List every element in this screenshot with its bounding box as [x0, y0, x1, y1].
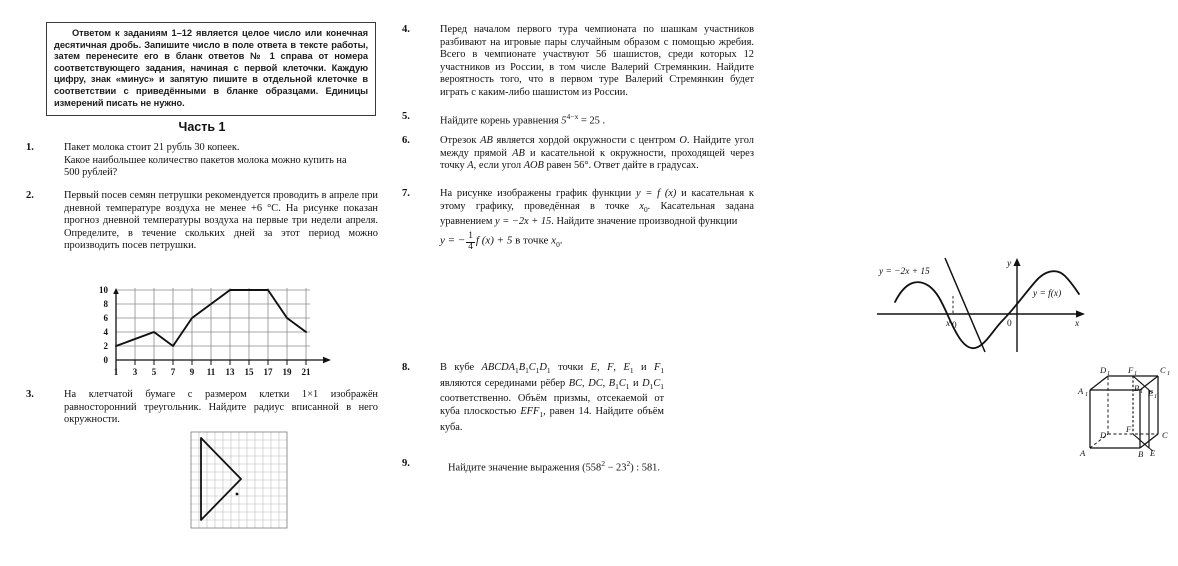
problem-8-number: 8.	[402, 362, 410, 373]
cube-label-E1-sub: 1	[1154, 393, 1158, 400]
problem-9-body	[448, 458, 754, 475]
problem-5-number: 5.	[402, 111, 410, 122]
graph-x0-subscript: 0	[952, 321, 957, 331]
cube-label-E: E	[1150, 448, 1156, 458]
problem-8-seg-1: В кубе	[440, 362, 475, 373]
problem-7-fraction-denominator: 4	[468, 241, 473, 252]
chart-y-tick-8: 8	[103, 299, 108, 309]
chart-x-tick-9: 9	[189, 367, 195, 377]
problem-5-prefix: Найдите корень уравнения	[440, 115, 559, 127]
problem-8-cube-name: ABCDA	[481, 362, 515, 373]
temperature-chart-svg	[88, 285, 338, 380]
problem-8-point-f1-sub: 1	[660, 366, 665, 376]
problem-7-seg-1: На рисунке изображены график функции	[440, 188, 632, 199]
chart-gridlines-vertical	[135, 288, 306, 360]
graph-origin-label: 0	[1007, 319, 1012, 329]
problem-7-formula-rest: f (x) + 5	[475, 234, 513, 247]
instruction-box	[46, 22, 376, 116]
problem-6-seg-3: . Найдите угол между прямой	[440, 135, 754, 159]
cube-label-D: D	[1100, 430, 1107, 440]
problem-8-edge-bc: BC	[568, 377, 583, 389]
problem-8-edge-b1c1: B	[608, 377, 616, 389]
problem-6-chord-ab: AB	[480, 135, 493, 146]
problem-8-edge-b1-sub: 1	[615, 381, 619, 391]
cube-label-B: B	[1138, 449, 1144, 459]
problem-1-body	[64, 142, 378, 180]
problem-7-formula	[440, 232, 754, 253]
problem-6-angle-aob: AOB	[523, 160, 544, 172]
problem-2	[26, 190, 378, 253]
chart-y-tick-10: 10	[99, 285, 108, 295]
problem-8-cube-sub-3: 1	[535, 366, 540, 376]
problem-5-base: 5	[561, 115, 567, 127]
chart-x-tick-17: 17	[263, 367, 273, 377]
graph-tangent-line	[945, 258, 985, 352]
problem-9-prefix: Найдите значение выражения (558	[448, 462, 602, 474]
problem-8-seg-3: являются серединами рёбер	[440, 377, 566, 389]
chart-x-tick-15: 15	[244, 367, 254, 377]
problem-8-cube-c: C	[528, 362, 536, 373]
chart-x-tick-13: 13	[225, 367, 235, 377]
problem-8-edge-c1: C	[618, 377, 626, 389]
problem-9-mid: − 23	[605, 462, 627, 474]
problem-8	[402, 362, 664, 434]
graph-x-axis-arrow	[1076, 310, 1085, 317]
problem-7-fraction-numerator: 1	[468, 230, 473, 241]
chart-x-tick-3: 3	[132, 367, 138, 377]
problem-8-edge-d1c1: D	[642, 377, 650, 389]
cube-label-A: A	[1080, 448, 1086, 458]
problem-8-seg-5: , равен 14. Найдите объём куба.	[440, 405, 664, 433]
problem-7-fraction	[466, 232, 475, 253]
problem-4-number: 4.	[402, 24, 410, 35]
chart-y-axis-arrow	[113, 288, 119, 294]
problem-5-exponent: 4−x	[566, 112, 579, 121]
left-column	[26, 0, 396, 566]
problem-8-point-e: E	[590, 362, 598, 373]
problem-6-seg-6: равен 56°. Ответ дайте в градусах.	[546, 160, 699, 172]
problem-4	[402, 24, 754, 100]
chart-x-tick-7: 7	[170, 367, 176, 377]
problem-8-edge-c1b-sub: 1	[660, 381, 664, 391]
problem-8-and-1: и	[640, 362, 647, 373]
problem-6-seg-2: является хордой окружности с центром	[496, 135, 676, 146]
graph-tangent-label: y = −2x + 15	[879, 267, 930, 277]
problem-7-formula-head: y = −	[440, 234, 466, 247]
problem-8-body: В кубе $ABCDA_1B_1C_1D_1$ точки E, F, $E_1$ и $F_1$ являются серединами рёбер BC, DC, $B_1C_1$ и $D_1C_1$ соответственно. Объём призмы, отсекаемой от куба плоскостью $EFF_1$, равен 14. Найдите объём куба.	[440, 362, 665, 433]
grid-triangle-figure	[189, 430, 293, 530]
problem-1-line-3: 500 рублей?	[64, 167, 118, 179]
right-column	[402, 0, 1171, 566]
problem-1-line-1: Пакет молока стоит 21 рубль 30 копеек.	[64, 142, 240, 153]
chart-x-tick-11: 11	[206, 367, 216, 377]
function-graph-figure	[857, 256, 1107, 356]
problem-7-seg-4: . Найдите значение производной функции	[551, 216, 738, 228]
chart-x-tick-19: 19	[282, 367, 292, 377]
problem-8-edge-d1-sub: 1	[649, 381, 654, 391]
cube-label-C1: C	[1160, 365, 1166, 375]
page-title: Часть 1	[178, 120, 226, 134]
problem-8-cube-d: D	[539, 362, 547, 373]
problem-7-number: 7.	[402, 188, 410, 199]
problem-6-center-o: O	[679, 135, 687, 146]
problem-6-seg-1: Отрезок	[440, 135, 477, 146]
function-graph-svg	[857, 256, 1107, 356]
chart-y-tick-4: 4	[103, 327, 108, 337]
problem-7	[402, 188, 754, 253]
problem-7-body	[440, 188, 754, 253]
problem-4-body: Перед началом первого тура чемпионата по шашкам участников разбивают на игровые пары случайным образом с помощью жребия. Всего в чемпионате участвуют 56 шашистов, среди которых 12 участников из России, в том числе Валерий Стремянкин. Найдите вероятность того, что в первом туре Валерий Стремянкин будет играть с каким-либо шашистом из России.	[440, 24, 754, 98]
problem-6-line-ab: AB	[512, 147, 525, 159]
problem-2-body: Первый посев семян петрушки рекомендуется проводить в апреле при дневной температуре воздуха не менее +6 °С. На рисунке показан прогноз дневной температуры воздуха на первые три недели апреля. Определите, в течение скольких дней за этот период можно производить посев петрушки.	[64, 190, 378, 252]
cube-label-A1: A	[1078, 386, 1084, 396]
graph-x-axis-label: x	[1075, 319, 1080, 329]
problem-7-x0: x	[639, 200, 644, 212]
problem-6-seg-4: и касательной к окружности, проходящей через точку	[440, 147, 754, 172]
problem-8-cube-sub-1: 1	[515, 366, 519, 376]
problem-8-plane-eff1: EFF	[520, 405, 540, 417]
problem-3-body: На клетчатой бумаге с размером клетки 1×1 изображён равносторонний треугольник. Найдите радиус вписанной в него окружности.	[64, 389, 378, 426]
chart-x-tick-5: 5	[151, 367, 157, 377]
problem-8-plane-sub: 1	[539, 410, 544, 420]
chart-x-ticks	[116, 360, 306, 365]
problem-6-point-a: A	[467, 160, 474, 172]
cube-label-D1: D	[1100, 365, 1107, 375]
problem-1	[26, 142, 378, 180]
problem-8-point-f1: F	[653, 362, 661, 373]
chart-gridlines-horizontal	[116, 290, 310, 360]
graph-y-axis-arrow	[1013, 258, 1020, 266]
problem-6-number: 6.	[402, 135, 410, 146]
chart-y-tick-0: 0	[103, 355, 108, 365]
graph-curve-label: y = f(x)	[1033, 289, 1062, 299]
problem-8-seg-4: соответственно. Объём призмы, отсекаемой от куба плоскостью	[440, 393, 664, 417]
cube-label-B1-sub: 1	[1140, 388, 1144, 395]
problem-7-seg-2: и касательная к этому графику, проведённая в точке	[440, 188, 754, 212]
problem-5	[402, 111, 754, 128]
problem-8-point-e1: E	[623, 362, 630, 373]
problem-7-seg-3: . Касательная задана уравнением	[440, 200, 754, 228]
problem-8-edge-c1-sub: 1	[625, 381, 630, 391]
problem-7-formula-at: в точке	[515, 234, 549, 247]
problem-8-cube-sub-2: 1	[525, 366, 529, 376]
problem-8-edge-dc: DC	[588, 377, 603, 389]
cube-label-C: C	[1162, 430, 1168, 440]
problem-8-point-e1-sub: 1	[629, 366, 634, 376]
cube-label-F1: F	[1128, 365, 1134, 375]
instruction-text: Ответом к заданиям 1–12 является целое число или конечная десятичная дробь. Запишите число в поле ответа в тексте работы, затем перенесите его в бланк ответов № 1 справа от номера соответствующего задания, начиная с первой клеточки. Каждую цифру, знак «минус» и запятую пишите в отдельной клеточке в соответствии с приведёнными в бланке образцами. Единицы измерений писать не нужно.	[54, 28, 368, 108]
problem-9-exponent-1: 2	[601, 459, 605, 468]
problem-8-cube-b: B	[518, 362, 526, 373]
cube-figure	[1074, 360, 1178, 460]
cube-label-B1: B	[1134, 383, 1140, 393]
chart-y-tick-2: 2	[103, 341, 108, 351]
problem-1-line-2: Какое наибольшее количество пакетов молока можно купить на	[64, 154, 347, 166]
graph-y-axis-label: y	[1007, 259, 1012, 269]
problem-7-formula-x0: x	[551, 234, 557, 247]
problem-7-function: y = f (x)	[635, 188, 677, 199]
problem-1-number: 1.	[26, 142, 34, 153]
cube-midpoint-markers	[1149, 390, 1153, 451]
problem-7-tangent-eq: y = −2x + 15	[495, 216, 552, 228]
cube-label-D1-sub: 1	[1107, 370, 1111, 377]
problem-8-edge-c1b: C	[653, 377, 661, 389]
problem-8-point-f: F	[607, 362, 614, 373]
graph-curve	[895, 271, 1079, 348]
problem-5-equals: = 25 .	[581, 115, 606, 127]
problem-9	[402, 458, 754, 475]
chart-x-axis-arrow	[323, 357, 331, 364]
problem-7-formula-period: .	[559, 234, 563, 247]
cube-label-E1: E	[1148, 388, 1154, 398]
grid-dot-marker	[236, 493, 239, 496]
cube-label-F1-sub: 1	[1134, 370, 1138, 377]
problem-8-seg-2: точки	[558, 362, 584, 373]
problem-3	[26, 389, 378, 427]
problem-8-and-2: и	[633, 377, 639, 389]
problem-8-cube-sub-4: 1	[546, 366, 551, 376]
chart-x-tick-21: 21	[301, 367, 311, 377]
problem-7-x0-sub: 0	[643, 204, 648, 214]
temperature-chart	[88, 285, 338, 380]
grid-triangle-svg	[189, 430, 293, 530]
problem-5-body	[440, 111, 754, 128]
chart-x-tick-1: 1	[113, 367, 119, 377]
problem-3-number: 3.	[26, 389, 34, 400]
problem-6-seg-5: , если угол	[473, 160, 522, 172]
problem-6	[402, 135, 754, 173]
cube-label-F: F	[1126, 424, 1132, 434]
cube-label-C1-sub: 1	[1167, 370, 1171, 377]
problem-9-exponent-2: 2	[626, 459, 631, 468]
problem-7-formula-x0-sub: 0	[556, 239, 560, 249]
cube-label-A1-sub: 1	[1085, 391, 1089, 398]
problem-9-number: 9.	[402, 458, 410, 469]
problem-2-number: 2.	[26, 190, 34, 201]
cube-svg	[1074, 360, 1178, 460]
graph-x0-label: x	[946, 319, 951, 329]
chart-y-tick-6: 6	[103, 313, 108, 323]
problem-6-body	[440, 135, 754, 173]
problem-9-suffix: ) : 581.	[630, 462, 660, 474]
